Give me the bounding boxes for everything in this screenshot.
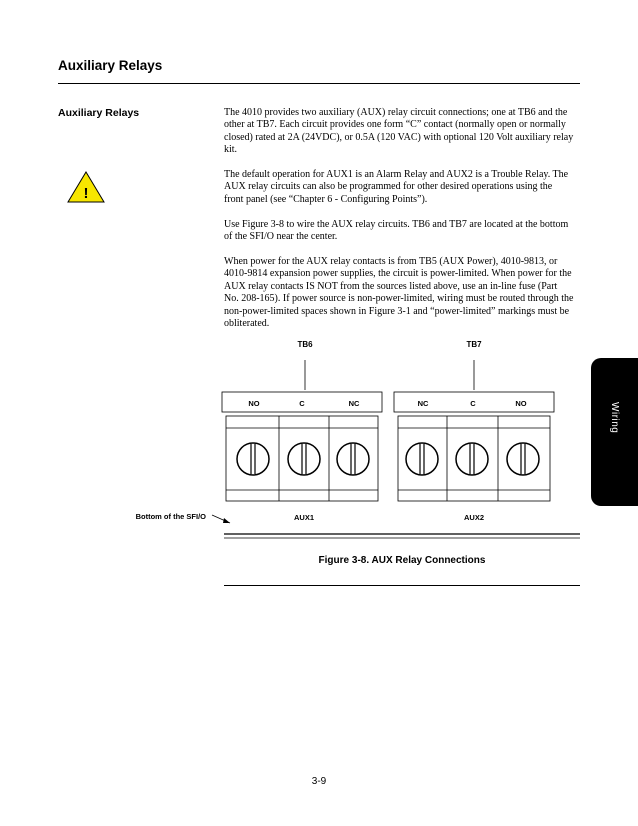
- paragraph-4: When power for the AUX relay contacts is from TB5 (AUX Power), 4010-9813, or 4010-9814 expansion power supplies, the circuit is power-limited. When power for the AUX relay contacts IS NOT from the sources listed above, use an in-line fuse (Part No. 208-165). If power source is non-power-limited, wiring must be routed through the non-power-limited spaces shown in Figure 3-1 and “power-limited” markings must be obliterated.: [224, 256, 574, 330]
- screw-icon: [406, 443, 438, 475]
- aux1-label: AUX1: [293, 513, 315, 522]
- tb6-terminal-label: NC: [348, 399, 360, 408]
- title-divider: [58, 83, 580, 84]
- section-title: Auxiliary Relays: [58, 58, 163, 73]
- tb7-terminal-label: NO: [515, 399, 527, 408]
- screw-icon: [507, 443, 539, 475]
- screw-icon: [456, 443, 488, 475]
- screw-icon: [237, 443, 269, 475]
- screw-icon: [288, 443, 320, 475]
- tb7-terminal-label: NC: [417, 399, 429, 408]
- paragraph-3: Use Figure 3-8 to wire the AUX relay circuits. TB6 and TB7 are located at the bottom of the SFI/O near the center.: [224, 219, 569, 243]
- aux-relay-diagram: [120, 330, 600, 540]
- tb7-label: TB7: [466, 340, 482, 349]
- wiring-tab-label: Wiring: [609, 402, 620, 434]
- board-label: Bottom of the SFI/O: [135, 512, 206, 521]
- screw-icon: [337, 443, 369, 475]
- tb7-terminal-label: C: [470, 399, 476, 408]
- warning-triangle-icon: [66, 170, 106, 204]
- side-heading: Auxiliary Relays: [58, 107, 140, 119]
- arrowhead-icon: [223, 518, 230, 523]
- figure-divider: [224, 585, 580, 586]
- tb6-terminal-label: C: [299, 399, 305, 408]
- tb6-terminal-label: NO: [248, 399, 260, 408]
- aux2-label: AUX2: [463, 513, 485, 522]
- paragraph-1: The 4010 provides two auxiliary (AUX) relay circuit connections; one at TB6 and the other at TB7. Each circuit provides one form “C” contact (normally open or normally closed) rated at 2A (24VDC), or 0.5A (120 VAC) with optional 120 Volt auxiliary relay kit.: [224, 107, 574, 156]
- paragraph-2: The default operation for AUX1 is an Alarm Relay and AUX2 is a Trouble Relay. The AUX relay circuits can also be programmed for other desired operations using the front panel (see “Chapter 6 - Configuring Points”).: [224, 169, 569, 205]
- figure-caption: Figure 3-8. AUX Relay Connections: [318, 555, 486, 566]
- tb6-label: TB6: [297, 340, 313, 349]
- wiring-tab: [591, 358, 638, 506]
- warning-symbol: !: [83, 185, 89, 202]
- page-number: 3-9: [311, 776, 327, 787]
